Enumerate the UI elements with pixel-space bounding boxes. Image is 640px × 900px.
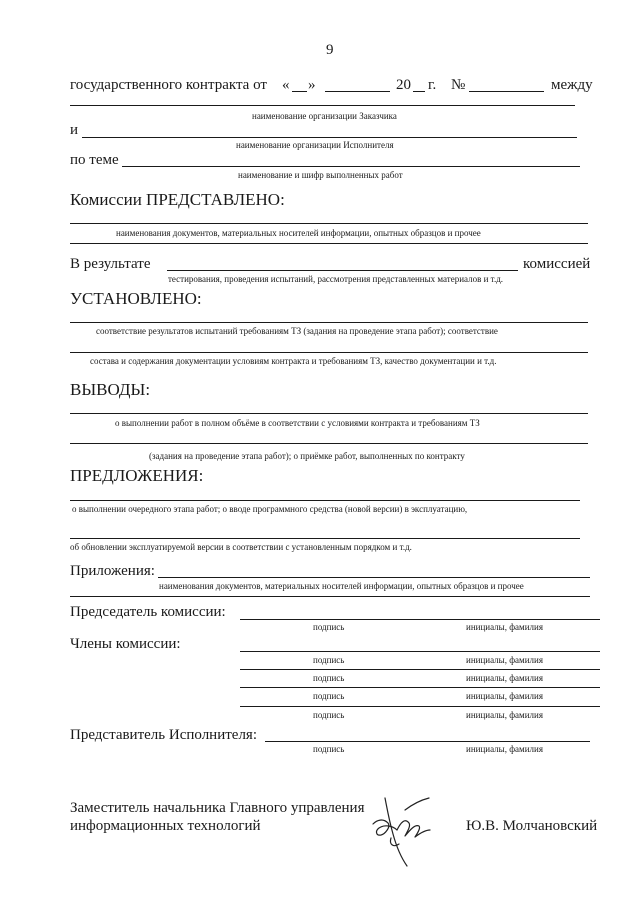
conclusions-caption-1: о выполнении работ в полном объёме в соответствии с условиями контракта и требованиям ТЗ <box>115 418 480 428</box>
executor-field-line <box>82 137 577 138</box>
presented-field-line-2 <box>70 243 588 244</box>
member-1-name-caption: инициалы, фамилия <box>466 655 543 665</box>
presented-heading: Комиссии ПРЕДСТАВЛЕНО: <box>70 190 285 209</box>
result-caption: тестирования, проведения испытаний, рассмотрения представленных материалов и т.д. <box>168 274 504 284</box>
chairman-signature-line <box>240 619 600 620</box>
topic-field-line <box>122 166 580 167</box>
proposals-field-line-1 <box>70 500 580 501</box>
member-2-signature-caption: подпись <box>313 673 345 683</box>
member-4-name-caption: инициалы, фамилия <box>466 710 543 720</box>
proposals-field-line-2 <box>70 538 580 539</box>
executor-rep-label: Представитель Исполнителя: <box>70 727 258 743</box>
executor-rep-signature-line <box>265 741 590 742</box>
result-suffix: комиссией <box>523 256 591 272</box>
footer-position-line-2: информационных технологий <box>70 818 261 834</box>
established-caption-1: соответствие результатов испытаний требованиям ТЗ (задания на проведение этапа работ); соответствие <box>96 326 498 336</box>
topic-caption: наименование и шифр выполненных работ <box>238 170 403 180</box>
proposals-caption-1: о выполнении очередного этапа работ; о вводе программного средства (новой версии) в эксплуатацию, <box>72 504 468 514</box>
and-label: и <box>70 122 79 138</box>
number-field-line <box>469 91 544 92</box>
established-field-line-1 <box>70 322 588 323</box>
member-3-signature-caption: подпись <box>313 691 345 701</box>
result-field-line <box>167 270 518 271</box>
conclusions-field-line-2 <box>70 443 588 444</box>
member-2-name-caption: инициалы, фамилия <box>466 673 543 683</box>
executor-rep-name-caption: инициалы, фамилия <box>466 744 543 754</box>
result-label: В результате <box>70 256 151 272</box>
member-1-signature-line <box>240 651 600 652</box>
handwritten-signature <box>355 790 445 870</box>
established-field-line-2 <box>70 352 588 353</box>
presented-caption: наименования документов, материальных носителей информации, опытных образцов и прочее <box>116 228 481 238</box>
attachments-field-line-2 <box>70 596 590 597</box>
quote-open: « <box>282 77 290 93</box>
established-caption-2: состава и содержания документации условиям контракта и требованиям ТЗ, качество документации и т.д. <box>90 356 497 366</box>
contract-prefix: государственного контракта от <box>70 77 267 93</box>
chairman-name-caption: инициалы, фамилия <box>466 622 543 632</box>
conclusions-heading: ВЫВОДЫ: <box>70 380 151 399</box>
member-2-signature-line <box>240 669 600 670</box>
proposals-caption-2: об обновлении эксплуатируемой версии в соответствии с установленным порядком и т.д. <box>70 542 412 552</box>
executor-rep-signature-caption: подпись <box>313 744 345 754</box>
attachments-field-line <box>158 577 590 578</box>
members-label: Члены комиссии: <box>70 636 181 652</box>
chairman-label: Председатель комиссии: <box>70 604 226 620</box>
between-label: между <box>551 77 593 93</box>
quote-close: » <box>308 77 316 93</box>
year-prefix: 20 <box>396 77 411 93</box>
member-3-signature-line <box>240 687 600 688</box>
proposals-heading: ПРЕДЛОЖЕНИЯ: <box>70 466 204 485</box>
day-field-line <box>292 91 307 92</box>
chairman-signature-caption: подпись <box>313 622 345 632</box>
page-number: 9 <box>326 42 334 58</box>
topic-label: по теме <box>70 152 119 168</box>
member-3-name-caption: инициалы, фамилия <box>466 691 543 701</box>
executor-caption: наименование организации Исполнителя <box>236 140 394 150</box>
conclusions-field-line-1 <box>70 413 588 414</box>
conclusions-caption-2: (задания на проведение этапа работ); о приёмке работ, выполненных по контракту <box>149 451 465 461</box>
member-4-signature-line <box>240 706 600 707</box>
member-1-signature-caption: подпись <box>313 655 345 665</box>
footer-signer-name: Ю.В. Молчановский <box>466 818 598 834</box>
year-field-line <box>413 91 425 92</box>
presented-field-line-1 <box>70 223 588 224</box>
attachments-label: Приложения: <box>70 563 155 579</box>
customer-caption: наименование организации Заказчика <box>252 111 397 121</box>
footer-position-line-1: Заместитель начальника Главного управления <box>70 800 365 816</box>
member-4-signature-caption: подпись <box>313 710 345 720</box>
year-suffix: г. <box>428 77 437 93</box>
customer-field-line <box>70 105 575 106</box>
attachments-caption: наименования документов, материальных носителей информации, опытных образцов и прочее <box>159 581 524 591</box>
month-field-line <box>325 91 390 92</box>
established-heading: УСТАНОВЛЕНО: <box>70 289 202 308</box>
number-sign: № <box>451 77 466 93</box>
